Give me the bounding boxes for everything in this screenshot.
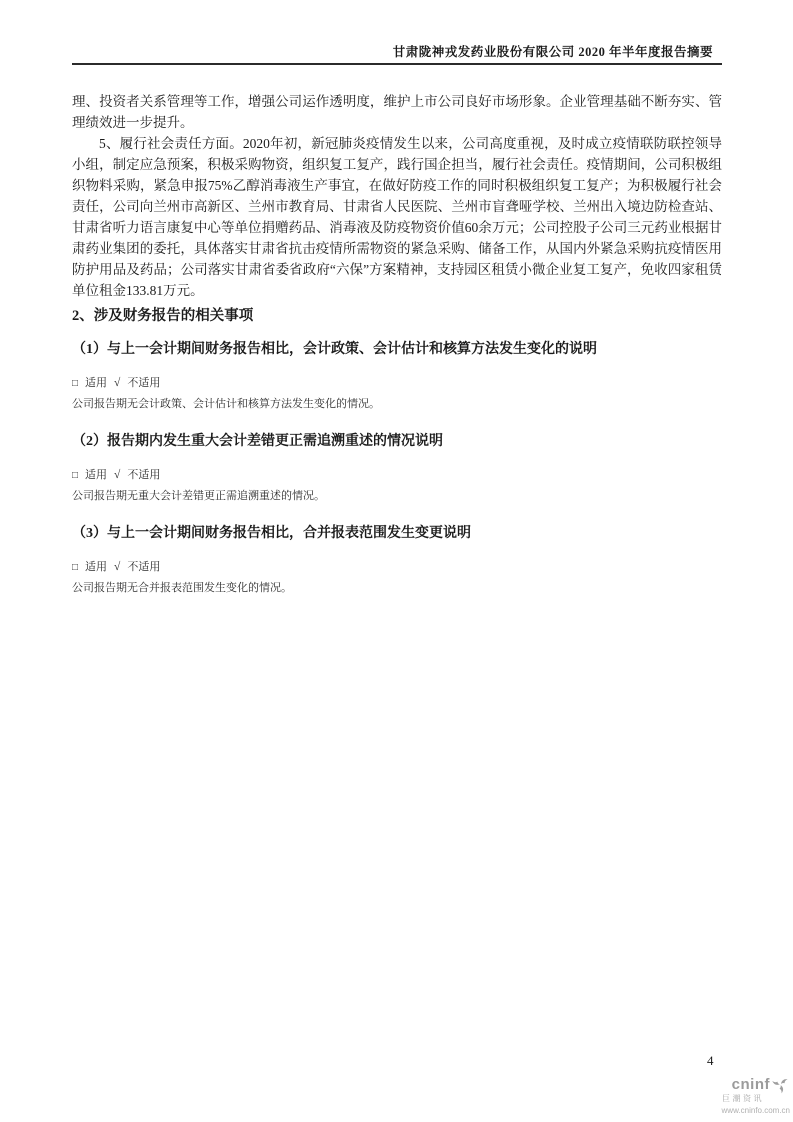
not-applicable-label: 不适用 (127, 469, 161, 481)
financial-item-3 (72, 524, 722, 595)
page-content (72, 91, 722, 595)
financial-item-2-note: 公司报告期无重大会计差错更正需追溯重述的情况。 (72, 490, 325, 502)
check-icon: √ (114, 377, 121, 389)
report-header-title: 甘肃陇神戎发药业股份有限公司 2020 年半年度报告摘要 (392, 45, 713, 59)
cninfo-url: www.cninfo.com.cn (721, 1106, 790, 1115)
applicable-label: 适用 (85, 561, 108, 573)
financial-item-3-heading: （3）与上一会计期间财务报告相比，合并报表范围发生变更说明 (72, 526, 471, 541)
not-applicable-label: 不适用 (127, 561, 161, 573)
page-number: 4 (707, 1053, 714, 1068)
financial-item-1 (72, 340, 722, 411)
financial-item-2 (72, 432, 722, 503)
applicability-line (72, 376, 722, 391)
cninfo-brand-text: cninf (731, 1076, 770, 1093)
applicability-line (72, 468, 722, 483)
cninfo-swirl-icon (771, 1075, 790, 1094)
cninfo-logo-row (712, 1075, 790, 1094)
financial-item-1-heading: （1）与上一会计期间财务报告相比，会计政策、会计估计和核算方法发生变化的说明 (72, 342, 597, 357)
applicable-label: 适用 (85, 469, 108, 481)
page-header (72, 44, 722, 65)
check-icon: √ (114, 469, 121, 481)
financial-item-2-heading: （2）报告期内发生重大会计差错更正需追溯重述的情况说明 (72, 434, 443, 449)
applicable-label: 适用 (85, 377, 108, 389)
financial-item-3-note: 公司报告期无合并报表范围发生变化的情况。 (72, 582, 292, 594)
section-heading-financial-matters: 2、涉及财务报告的相关事项 (72, 308, 254, 324)
checkbox-unchecked-icon: □ (72, 562, 79, 573)
financial-item-1-note: 公司报告期无会计政策、会计估计和核算方法发生变化的情况。 (72, 398, 380, 410)
cninfo-chinese-name: 巨潮资讯 (722, 1094, 764, 1103)
paragraph-social-responsibility: 5、履行社会责任方面。2020年初，新冠肺炎疫情发生以来，公司高度重视，及时成立疫情联防联控领导小组，制定应急预案，积极采购物资，组织复工复产，践行国企担当，履行社会责任。疫情期间，公司积极组织物料采购，紧急申报75%乙醇消毒液生产事宜，在做好防疫工作的同时积极组织复工复产；为积极履行社会责任，公司向兰州市高新区、兰州市教育局、甘肃省人民医院、兰州市盲聋哑学校、兰州出入境边防检查站、甘肃省听力语言康复中心等单位捐赠药品、消毒液及防疫物资价值60余万元；公司控股子公司三元药业根据甘肃药业集团的委托，具体落实甘肃省抗击疫情所需物资的紧急采购、储备工作，从国内外紧急采购抗疫情医用防护用品及药品；公司落实甘肃省委省政府“六保”方案精神，支持园区租赁小微企业复工复产，免收四家租赁单位租金133.81万元。 (72, 136, 722, 298)
paragraph-continuation: 理、投资者关系管理等工作，增强公司运作透明度，维护上市公司良好市场形象。企业管理基础不断夯实、管理绩效进一步提升。 (72, 94, 722, 130)
cninfo-logo (712, 1075, 790, 1115)
checkbox-unchecked-icon: □ (72, 470, 79, 481)
not-applicable-label: 不适用 (127, 377, 161, 389)
applicability-line (72, 560, 722, 575)
check-icon: √ (114, 561, 121, 573)
checkbox-unchecked-icon: □ (72, 378, 79, 389)
